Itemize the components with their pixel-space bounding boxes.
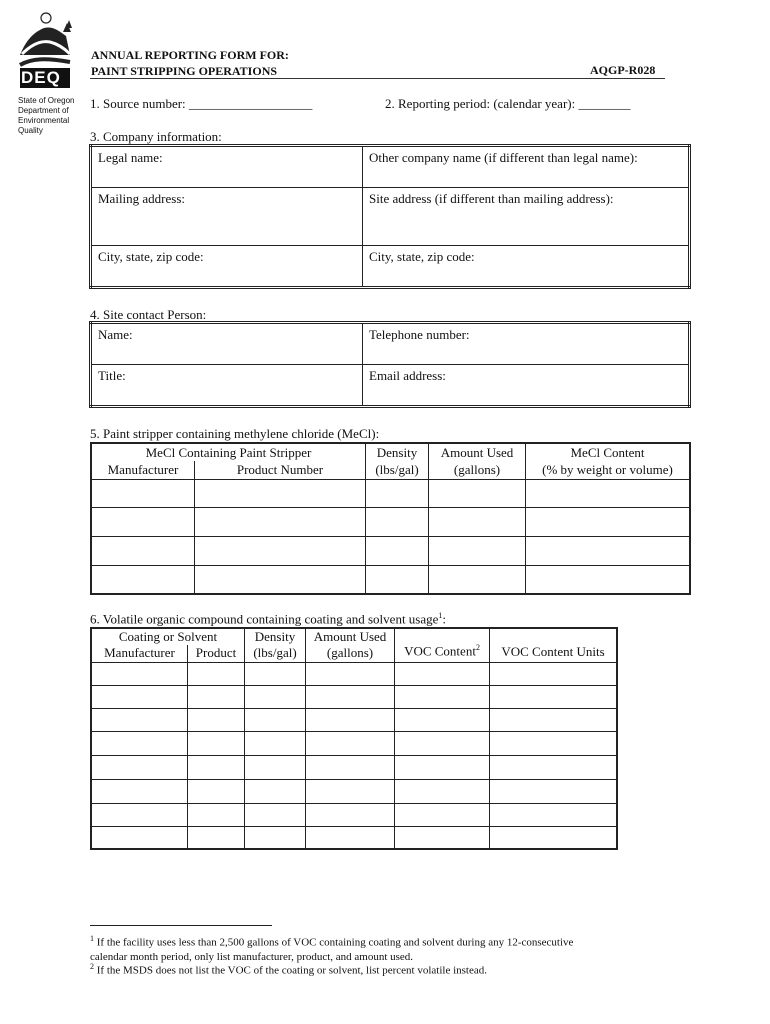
table-row (91, 755, 617, 779)
source-number-field[interactable]: 1. Source number: ___________________ (90, 96, 313, 111)
legal-name-field[interactable]: Legal name: (91, 146, 363, 188)
mailing-address-field[interactable]: Mailing address: (91, 188, 363, 246)
mecl-section-label: 5. Paint stripper containing methylene chloride (MeCl): (90, 426, 380, 441)
footnote-divider (90, 925, 272, 926)
voc-product-header: Product (188, 645, 245, 662)
mecl-content-header: MeCl Content (% by weight or volume) (526, 443, 691, 479)
site-address-field[interactable]: Site address (if different than mailing address): (363, 188, 690, 246)
form-title: ANNUAL REPORTING FORM FOR: PAINT STRIPPING OPERATIONS (91, 48, 289, 78)
site-city-state-zip-field[interactable]: City, state, zip code: (363, 246, 690, 288)
agency-name: State of Oregon Department of Environmental Quality (18, 96, 75, 135)
voc-units-header: VOC Content Units (490, 628, 618, 662)
table-row (91, 565, 690, 594)
voc-table (90, 627, 618, 850)
email-field[interactable]: Email address: (363, 365, 690, 407)
mecl-density-header: Density (lbs/gal) (366, 443, 429, 479)
table-row (91, 507, 690, 536)
table-row (91, 803, 617, 826)
site-contact-table (89, 321, 691, 408)
form-code: AQGP-R028 (590, 63, 656, 77)
footnote-1: $^1$ If the facility uses less than 2,500 gallons of VOC containing coating and solvent during any 12-consecutive calendar month period, only list manufacturer, product, and amount used. (90, 934, 574, 963)
company-info-table (89, 144, 691, 289)
table-row (91, 731, 617, 755)
voc-density-header: Density (lbs/gal) (245, 628, 306, 662)
mailing-city-state-zip-field[interactable]: City, state, zip code: (91, 246, 363, 288)
voc-section-label: 6. Volatile organic compound containing coating and solvent usage$^1$: (90, 611, 447, 627)
mecl-product-header: Product Number (195, 461, 366, 479)
telephone-field[interactable]: Telephone number: (363, 323, 690, 365)
table-row (91, 536, 690, 565)
table-row (91, 826, 617, 849)
voc-content-header: VOC Content$^2$ (395, 628, 490, 662)
logo-text: DEQ (21, 68, 61, 87)
voc-amount-header: Amount Used (gallons) (306, 628, 395, 662)
mecl-group-header: MeCl Containing Paint Stripper (91, 443, 366, 461)
header-divider (90, 78, 665, 79)
mecl-amount-header: Amount Used (gallons) (429, 443, 526, 479)
voc-group-header: Coating or Solvent (91, 628, 245, 645)
table-row (91, 779, 617, 803)
voc-manufacturer-header: Manufacturer (91, 645, 188, 662)
table-row (91, 479, 690, 507)
table-row (91, 708, 617, 731)
table-row (91, 685, 617, 708)
other-company-name-field[interactable]: Other company name (if different than legal name): (363, 146, 690, 188)
footnote-2: $^2$ If the MSDS does not list the VOC of the coating or solvent, list percent volatile instead. (90, 962, 487, 977)
company-info-label: 3. Company information: (90, 129, 222, 144)
contact-name-field[interactable]: Name: (91, 323, 363, 365)
mecl-table (90, 442, 691, 595)
contact-title-field[interactable]: Title: (91, 365, 363, 407)
mecl-manufacturer-header: Manufacturer (91, 461, 195, 479)
reporting-period-field[interactable]: 2. Reporting period: (calendar year): ________ (385, 96, 631, 111)
table-row (91, 662, 617, 685)
site-contact-label: 4. Site contact Person: (90, 307, 207, 322)
